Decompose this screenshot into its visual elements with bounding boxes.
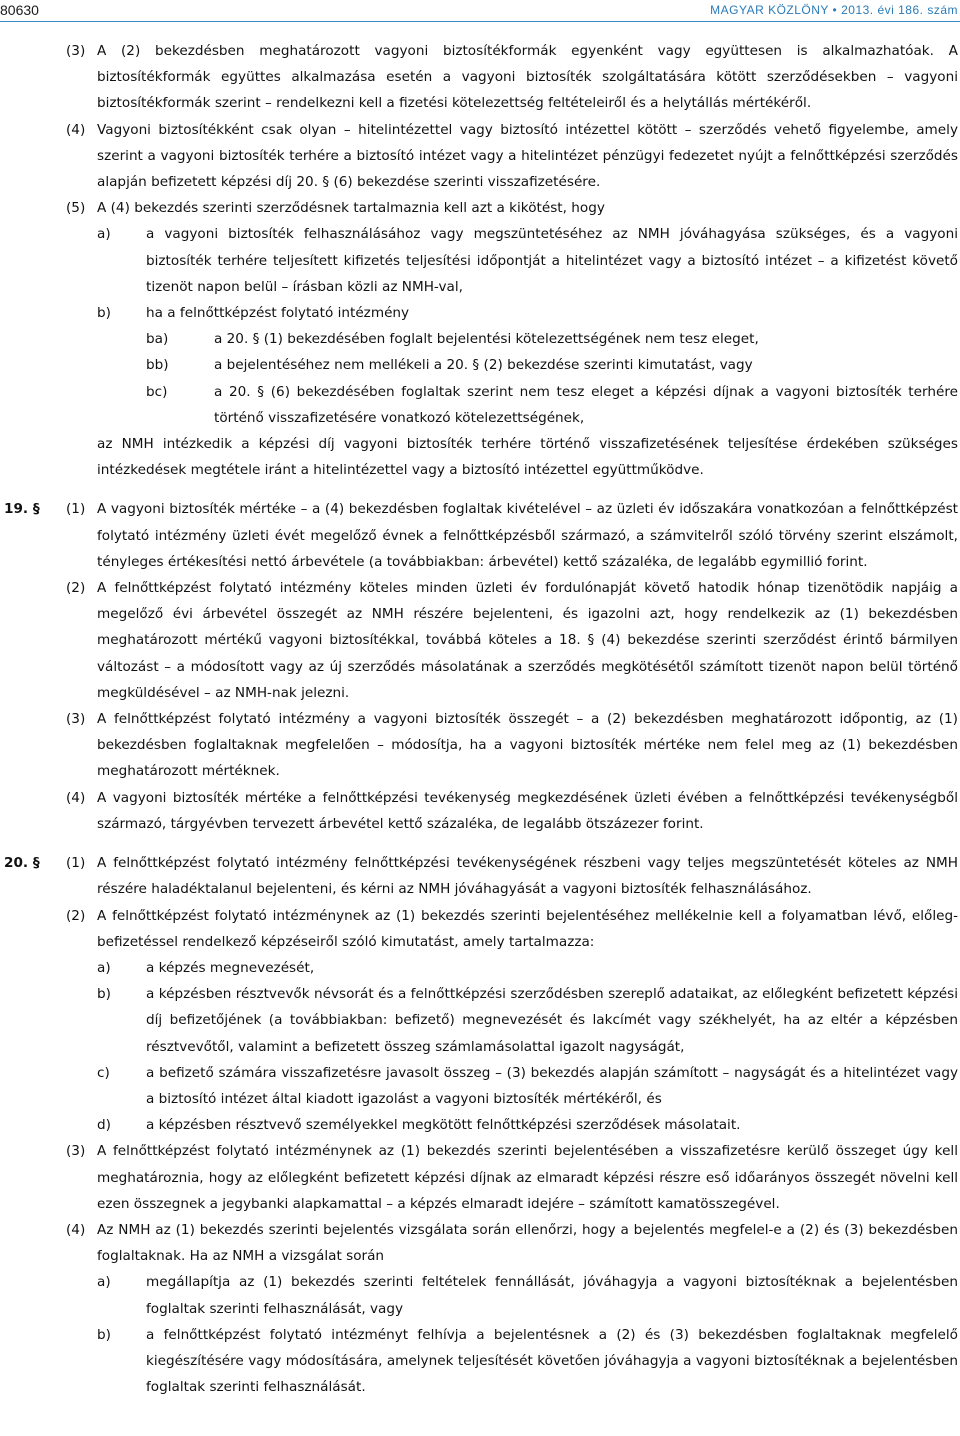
item-text: Vagyoni biztosítékként csak olyan – hitelintézettel vagy biztosító intézettel kötött – szerződés vehető figyelembe, amely szerint a vagyoni biztosíték terhére a biztosító intézet vagy a hitelintézet pénzügyi fedezetet nyújt a felnőttképzési szerződés alapján befizetett képzési díj 20. § (6) bekezdése szerinti visszafizetésére. — [97, 121, 958, 191]
paragraph — [66, 706, 958, 785]
item-label: (2) — [66, 907, 86, 924]
item-text: A (2) bekezdésben meghatározott vagyoni biztosítékformák egyenként vagy együttesen is alkalmazhatóak. A biztosítékformák együttes alkalmazása esetén a vagyoni biztosíték szolgáltatására kötött szerződésekben – vagyoni biztosítékformák szerint – rendelkezni kell a fizetési kötelezettség feltételeiről és a helytállás mértékéről. — [97, 43, 958, 112]
item-text: a képzés megnevezését, — [146, 959, 315, 976]
page-number: 80630 — [0, 2, 39, 18]
section-gap — [0, 483, 960, 496]
item-label: (1) — [66, 501, 86, 518]
section-number: 19. § — [4, 501, 40, 518]
item-label: (1) — [66, 855, 86, 872]
paragraph — [66, 1217, 958, 1269]
item-text: a képzésben résztvevők névsorát és a felnőttképzési szerződésben szereplő adataikat, az előlegként befizetett képzési díj befizetőjének (a továbbiakban: befizető) megnevezését és lakcímét vagy székhelyét, ha az eltér a képzésben résztvevőtől, valamint a befizetett összeg számlamásolattal igazolt nagyságát, — [146, 986, 958, 1055]
item-label: b) — [97, 1326, 111, 1343]
paragraph-continuation — [97, 431, 958, 483]
item-text: a 20. § (1) bekezdésében foglalt bejelentési kötelezettségének nem tesz eleget, — [214, 331, 759, 348]
paragraph — [66, 117, 958, 196]
paragraph — [4, 496, 958, 575]
list-item — [97, 300, 958, 326]
running-head: MAGYAR KÖZLÖNY • 2013. évi 186. szám — [710, 3, 958, 17]
item-label: a) — [97, 1274, 111, 1291]
item-label: (4) — [66, 789, 86, 806]
item-text: A vagyoni biztosíték mértéke a felnőttképzési tevékenység megkezdésének üzleti évében a felnőttképzési tevékenységből származó, tárgyévben tervezett árbevétel kettő százaléka, de legalább ötszázezer forint. — [97, 789, 958, 832]
document-body — [0, 38, 960, 1400]
list-item — [97, 1322, 958, 1401]
item-text: A felnőttképzést folytató intézmény köteles minden üzleti év fordulónapját követő hatodik hónap tizenötödik napjáig a megelőző évi árbevétel összegét az NMH részére bejelenteni, és igazolni azt, hogy rendelkezik az (1) bekezdésben meghatározott mértékű vagyoni biztosítékkal, továbbá köteles a 18. § (4) bekezdése szerinti szerződést érintő bármilyen változást – a módosított vagy az új szerződés másolatának a szerződés megkötésétől számított tizenöt napon belül történő megküldésével – az NMH-nak jelezni. — [97, 580, 958, 701]
item-label: bb) — [146, 357, 169, 374]
paragraph — [66, 1138, 958, 1217]
list-item — [97, 1060, 958, 1112]
item-label: ba) — [146, 331, 169, 348]
item-text: a képzésben résztvevő személyekkel megkötött felnőttképzési szerződések másolatait. — [146, 1117, 741, 1134]
list-item — [97, 1112, 958, 1138]
list-item — [97, 221, 958, 300]
item-text: Az NMH az (1) bekezdés szerinti bejelentés vizsgálata során ellenőrzi, hogy a bejelentés megfelel-e a (2) és (3) bekezdésben foglaltaknak. Ha az NMH a vizsgálat során — [97, 1221, 958, 1265]
section-number: 20. § — [4, 855, 40, 872]
item-label: d) — [97, 1117, 111, 1134]
paragraph — [66, 575, 958, 706]
item-label: (4) — [66, 1221, 86, 1238]
paragraph — [66, 785, 958, 837]
item-text: A felnőttképzést folytató intézmény felnőttképzési tevékenységének részbeni vagy teljes megszüntetését köteles az NMH részére haladéktalanul bejelenteni, és kérni az NMH jóváhagyását a vagyoni biztosíték felhasználásához. — [97, 855, 958, 898]
item-label: b) — [97, 305, 111, 322]
item-label: (3) — [66, 1143, 86, 1160]
item-label: a) — [97, 226, 111, 243]
item-text: A (4) bekezdés szerinti szerződésnek tartalmaznia kell azt a kikötést, hogy — [97, 200, 605, 217]
paragraph — [66, 903, 958, 955]
item-text: A vagyoni biztosíték mértéke – a (4) bekezdésben foglaltak kivételével – az üzleti év időszakára vonatkozóan a felnőttképzést folytató intézmény üzleti évét megelőző évnek a felnőttképzésből származó, a számvitelről szóló törvény szerint elszámolt, tényleges értékesítési nettó árbevétele (a továbbiakban: árbevétel) kettő százaléka, de legalább egymillió forint. — [97, 501, 958, 570]
item-text: ha a felnőttképzést folytató intézmény — [146, 305, 410, 322]
list-item — [146, 326, 958, 352]
item-text: a felnőttképzést folytató intézményt felhívja a bejelentésnek a (2) és (3) bekezdésben foglaltaknak megfelelő kiegészítésére vagy módosítására, amelynek teljesítését követően jóváhagyja a vagyoni biztosítéknak a bejelentésben foglaltak szerinti felhasználását. — [146, 1326, 958, 1396]
item-label: c) — [97, 1064, 110, 1081]
item-text: a vagyoni biztosíték felhasználásához vagy megszüntetéséhez az NMH jóváhagyása szükséges, és a vagyoni biztosíték terhére teljesített kifizetés teljesítési időpontját a hitelintézet vagy a biztosító intézet – a kifizetést követő tizenöt napon belül – írásban közli az NMH-val, — [146, 226, 958, 295]
page-header — [0, 0, 960, 22]
item-label: (3) — [66, 43, 86, 59]
section-gap — [0, 837, 960, 850]
item-text: az NMH intézkedik a képzési díj vagyoni biztosíték terhére történő visszafizetésének teljesítése érdekében szükséges intézkedések megtétele iránt a hitelintézettel vagy a biztosító intézettel együttműködve. — [97, 436, 958, 479]
item-label: b) — [97, 986, 111, 1003]
item-text: A felnőttképzést folytató intézménynek az (1) bekezdés szerinti bejelentésében a visszafizetésre kerülő összeget úgy kell meghatároznia, hogy az előlegként befizetett képzési díjnak az elmaradt képzési részre eső időarányos összegét növelni kell ezen összegnek a jegybanki alapkamattal – a képzés elmaradt idejére – számított kamatösszegével. — [97, 1143, 958, 1212]
item-label: a) — [97, 959, 111, 976]
item-label: (4) — [66, 121, 86, 138]
header-rule — [0, 21, 960, 22]
paragraph — [66, 195, 958, 221]
item-label: (2) — [66, 580, 86, 597]
item-label: (3) — [66, 711, 86, 728]
list-item — [146, 352, 958, 378]
list-item — [97, 955, 958, 981]
paragraph — [4, 850, 958, 902]
list-item — [97, 1269, 958, 1321]
item-text: a befizető számára visszafizetésre javasolt összeg – (3) bekezdés alapján számított – nagyságát és a hitelintézet vagy a biztosító intézet által kiadott igazolást a vagyoni biztosíték mértékéről, és — [146, 1064, 958, 1107]
item-text: A felnőttképzést folytató intézménynek az (1) bekezdés szerinti bejelentéséhez mellékelnie kell a folyamatban lévő, előleg-befizetéssel rendelkező képzéseiről szóló kimutatást, amely tartalmazza: — [97, 907, 958, 950]
item-label: (5) — [66, 200, 86, 217]
list-item — [146, 379, 958, 431]
item-text: a bejelentéséhez nem mellékeli a 20. § (2) bekezdése szerinti kimutatást, vagy — [214, 357, 753, 374]
item-text: megállapítja az (1) bekezdés szerinti feltételek fennállását, jóváhagyja a vagyoni biztosítéknak a bejelentésben foglaltak szerinti felhasználását, vagy — [146, 1274, 958, 1317]
list-item — [97, 981, 958, 1060]
item-text: A felnőttképzést folytató intézmény a vagyoni biztosíték összegét – a (2) bekezdésben meghatározott időpontig, az (1) bekezdésben foglaltaknak megfelelően – módosítja, ha a vagyoni biztosíték mértéke nem felel meg az (1) bekezdésben meghatározott mértéknek. — [97, 711, 958, 780]
paragraph — [66, 38, 958, 117]
item-label: bc) — [146, 383, 168, 400]
item-text: a 20. § (6) bekezdésében foglaltak szerint nem tesz eleget a képzési díjnak a vagyoni biztosíték terhére történő visszafizetésére vonatkozó kötelezettségének, — [214, 383, 958, 426]
